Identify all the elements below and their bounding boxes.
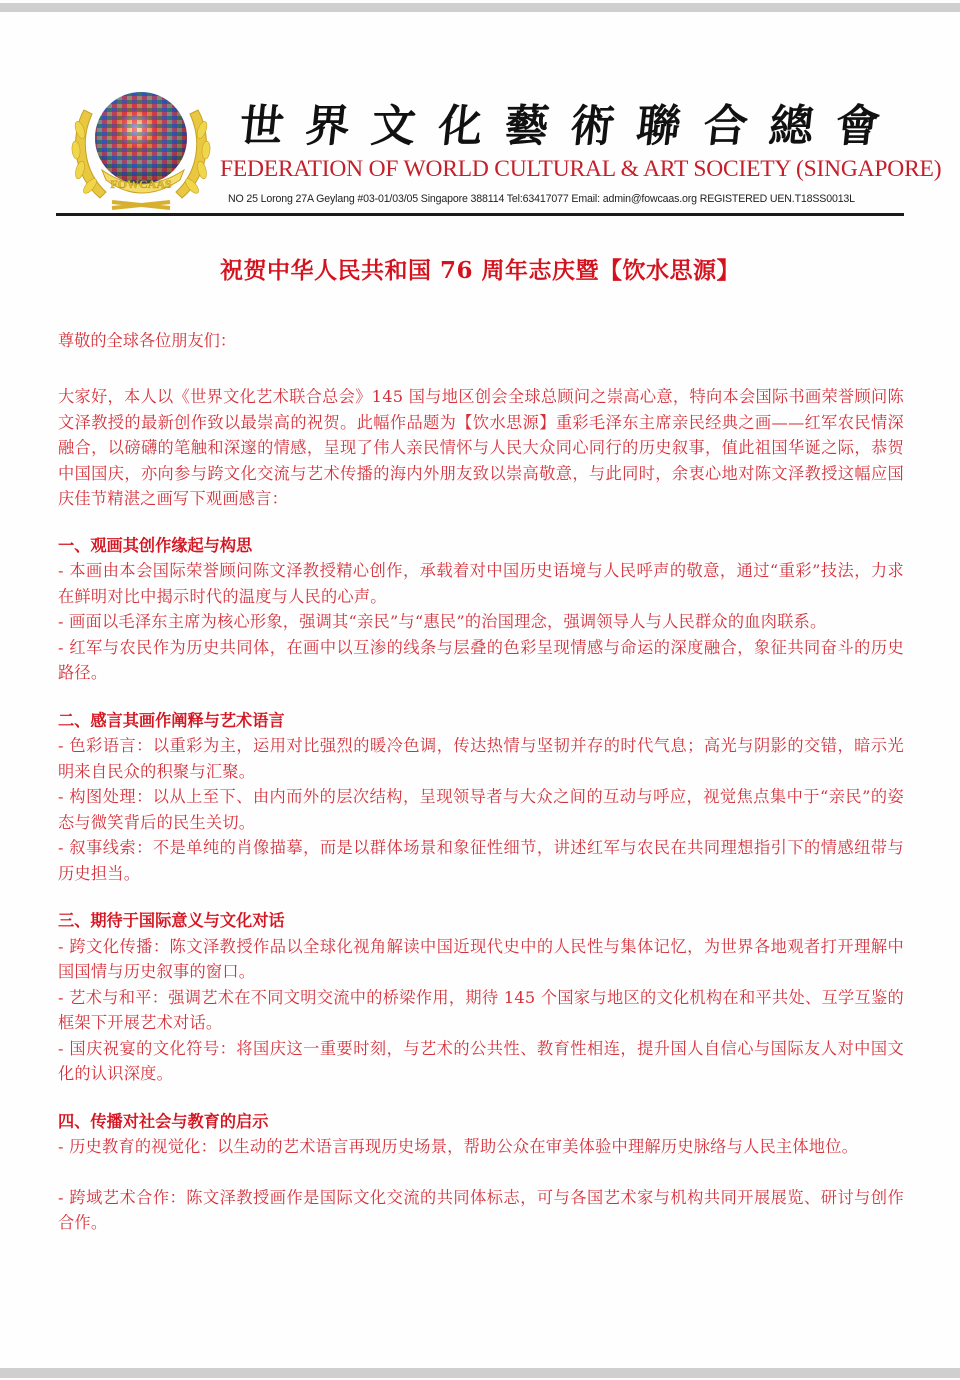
- org-name-char: 會: [832, 101, 883, 152]
- fowcaas-logo: [62, 80, 220, 215]
- bottom-edge-bar: [0, 1368, 960, 1378]
- org-name-char: 文: [369, 101, 419, 152]
- org-name-char: 藝: [501, 101, 552, 152]
- section-item: - 历史教育的视觉化：以生动的艺术语言再现历史场景，帮助公众在审美体验中理解历史脉络与人民主体地位。: [58, 1137, 859, 1156]
- section-item: - 构图处理：以从上至下、由内而外的层次结构，呈现领导者与大众之间的互动与呼应，视觉焦点集中于“亲民”的姿态与微笑背后的民生关切。: [58, 787, 904, 832]
- org-name-char: 界: [303, 101, 353, 152]
- org-name-char: 聯: [634, 101, 684, 152]
- section-item: - 跨域艺术合作：陈文泽教授画作是国际文化交流的共同体标志，可与各国艺术家与机构共同开展展览、研讨与创作合作。: [58, 1187, 904, 1232]
- section-interpretation: [58, 708, 904, 887]
- section-item: - 画面以毛泽东主席为核心形象，强调其“亲民”与“惠民”的治国理念，强调领导人与人民群众的血肉联系。: [58, 612, 827, 631]
- section-item: - 叙事线索：不是单纯的肖像描摹，而是以群体场景和象征性细节，讲述红军与农民在共同理想指引下的情感纽带与历史担当。: [58, 838, 904, 883]
- org-name-char: 化: [435, 101, 485, 152]
- section-item: - 跨文化传播：陈文泽教授作品以全球化视角解读中国近现代史中的人民性与集体记忆，为世界各地观者打开理解中国国情与历史叙事的窗口。: [58, 936, 904, 981]
- section-creation: [58, 533, 904, 686]
- salutation: 尊敬的全球各位朋友们：: [58, 331, 237, 350]
- section-heading: 一、观画其创作缘起与构思: [58, 535, 253, 555]
- top-edge-bar: [0, 3, 960, 12]
- section-item: - 色彩语言：以重彩为主，运用对比强烈的暖冷色调，传达热情与坚韧并存的时代气息；高光与阴影的交错，暗示光明来自民众的积聚与汇聚。: [58, 736, 904, 781]
- section-item: - 国庆祝宴的文化符号：将国庆这一重要时刻，与艺术的公共性、教育性相连，提升国人自信心与国际友人对中国文化的认识深度。: [58, 1038, 904, 1083]
- section-international: [58, 908, 904, 1087]
- org-name-char: 世: [236, 101, 287, 152]
- document-title: 祝贺中华人民共和国 76 周年志庆暨【饮水思源】: [219, 257, 741, 284]
- org-address-line: NO 25 Lorong 27A Geylang #03-01/03/05 Singapore 388114 Tel:63417077 Email: admin@fowcaas.org REGISTERED UEN.T18SS0013L: [228, 193, 855, 205]
- section-heading: 二、感言其画作阐释与艺术语言: [58, 710, 285, 730]
- section-heading: 四、传播对社会与教育的启示: [58, 1111, 269, 1131]
- org-name-char: 術: [567, 101, 618, 152]
- section-heading: 三、期待于国际意义与文化对话: [58, 911, 285, 930]
- header-divider: [56, 213, 904, 216]
- org-name-chinese: [236, 92, 883, 152]
- section-item: - 红军与农民作为历史共同体，在画中以互渗的线条与层叠的色彩呈现情感与命运的深度融合，象征共同奋斗的历史路径。: [58, 637, 904, 682]
- section-item: - 艺术与和平：强调艺术在不同文明交流中的桥梁作用，期待 145 个国家与地区的文化机构在和平共处、互学互鉴的框架下开展艺术对话。: [58, 987, 904, 1032]
- document-body: [58, 328, 904, 1236]
- org-name-english: FEDERATION OF WORLD CULTURAL & ART SOCIETY (SINGAPORE): [220, 156, 942, 182]
- section-education: [58, 1109, 904, 1236]
- intro-paragraph: 大家好，本人以《世界文化艺术联合总会》145 国与地区创会全球总顾问之崇高心意，特向本会国际书画荣誉顾问陈文泽教授的最新创作致以最崇高的祝贺。此幅作品题为【饮水思源】重彩毛泽东主席亲民经典之画——红军农民情深融合，以磅礴的笔触和深邃的情感，呈现了伟人亲民情怀与人民大众同心同行的历史叙事，值此祖国华诞之际，恭贺中国国庆，亦向参与跨文化交流与艺术传播的海内外朋友致以崇高敬意，与此同时，余衷心地对陈文泽教授这幅应国庆佳节精湛之画写下观画感言：: [58, 387, 904, 508]
- org-name-char: 合: [700, 101, 750, 152]
- logo-text: FOWCAAS: [110, 177, 172, 191]
- org-name-char: 總: [766, 101, 816, 152]
- section-item: - 本画由本会国际荣誉顾问陈文泽教授精心创作，承载着对中国历史语境与人民呼声的敬意，通过“重彩”技法，力求在鲜明对比中揭示时代的温度与人民的心声。: [58, 561, 904, 606]
